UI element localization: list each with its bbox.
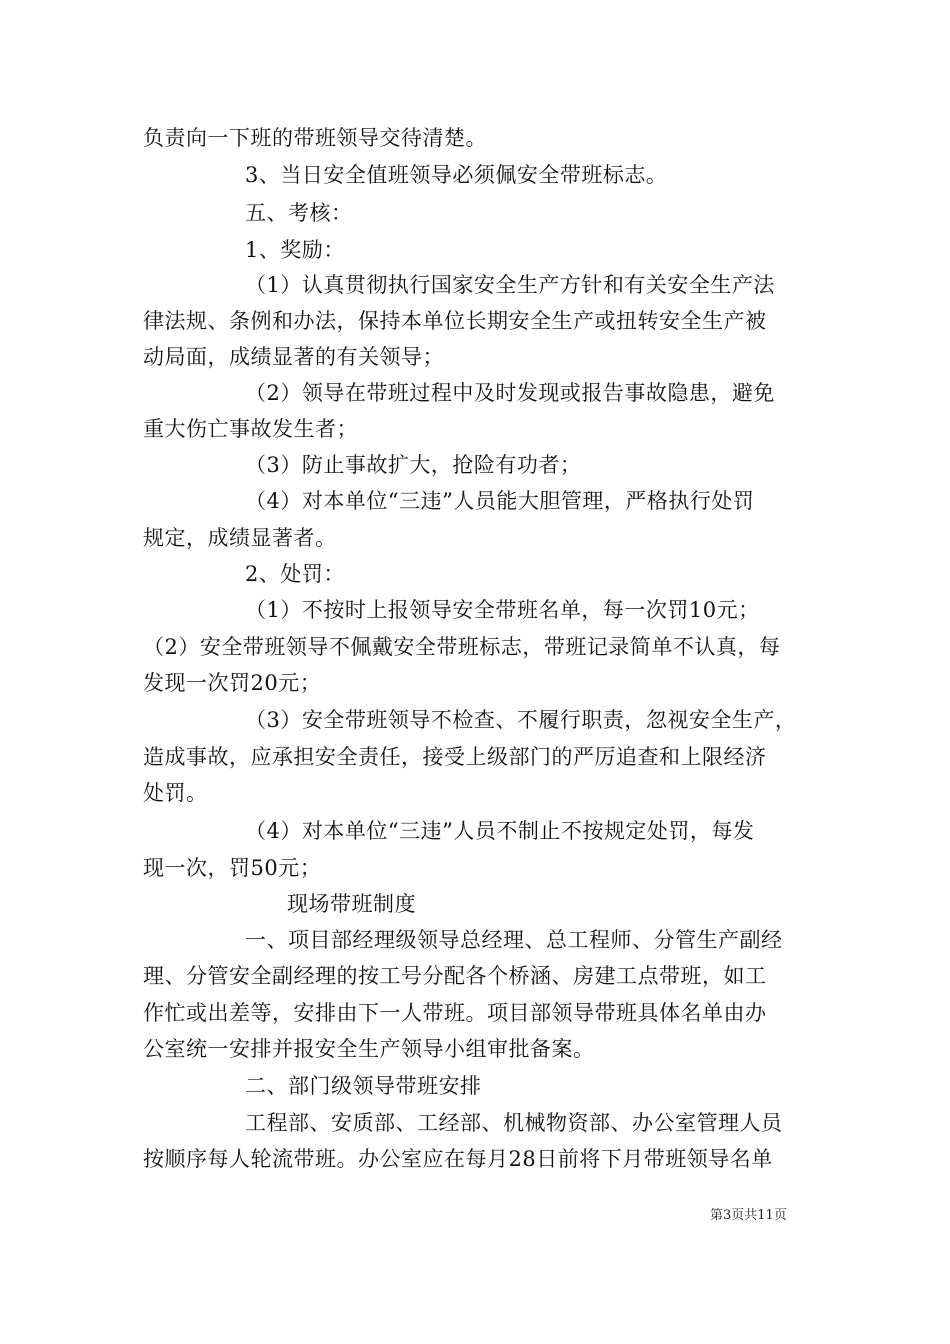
text-line: 发现一次罚20元；: [143, 671, 322, 695]
text-line: （1）不按时上报领导安全带班名单，每一次罚10元；: [245, 598, 760, 622]
text-line: （4）对本单位“三违”人员不制止不按规定处罚，每发: [245, 819, 755, 843]
text-line: 处罚。: [143, 781, 208, 805]
text-line: 公室统一安排并报安全生产领导小组审批备案。: [143, 1037, 595, 1061]
text-line: 动局面，成绩显著的有关领导；: [143, 345, 444, 369]
text-line: （3）防止事故扩大，抢险有功者；: [245, 453, 582, 477]
section-title: 现场带班制度: [287, 892, 416, 916]
text-line: 理、分管安全副经理的按工号分配各个桥涵、房建工点带班，如工: [143, 964, 767, 988]
text-line: 工程部、安质部、工经部、机械物资部、办公室管理人员: [245, 1111, 783, 1135]
text-line: 2、处罚：: [245, 562, 345, 586]
text-line: 律法规、条例和办法，保持本单位长期安全生产或扭转安全生产被: [143, 309, 767, 333]
text-line: 按顺序每人轮流带班。办公室应在每月28日前将下月带班领导名单: [143, 1147, 773, 1171]
text-line: 3、当日安全值班领导必须佩安全带班标志。: [245, 163, 668, 187]
text-line: 现一次，罚50元；: [143, 856, 322, 880]
text-line: 作忙或出差等，安排由下一人带班。项目部领导带班具体名单由办: [143, 1001, 767, 1025]
text-line: （2）领导在带班过程中及时发现或报告事故隐患，避免: [245, 381, 775, 405]
text-line: 一、项目部经理级领导总经理、总工程师、分管生产副经: [245, 928, 783, 952]
text-line: 重大伤亡事故发生者；: [143, 417, 358, 441]
text-line: （3）安全带班领导不检查、不履行职责，忽视安全生产，: [245, 708, 797, 732]
page-number: 第3页共11页: [710, 1208, 787, 1223]
text-line: （1）认真贯彻执行国家安全生产方针和有关安全生产法: [245, 273, 775, 297]
text-line: 负责向一下班的带班领导交待清楚。: [143, 126, 487, 150]
text-line: 规定，成绩显著者。: [143, 526, 337, 550]
text-line: （4）对本单位“三违”人员能大胆管理，严格执行处罚: [245, 489, 755, 513]
text-line: 造成事故，应承担安全责任，接受上级部门的严厉追查和上限经济: [143, 745, 767, 769]
text-line: 五、考核：: [245, 201, 353, 225]
text-line: 1、奖励：: [245, 238, 345, 262]
text-line: 二、部门级领导带班安排: [245, 1074, 482, 1098]
text-line: （2）安全带班领导不佩戴安全带班标志，带班记录简单不认真，每: [143, 635, 781, 659]
